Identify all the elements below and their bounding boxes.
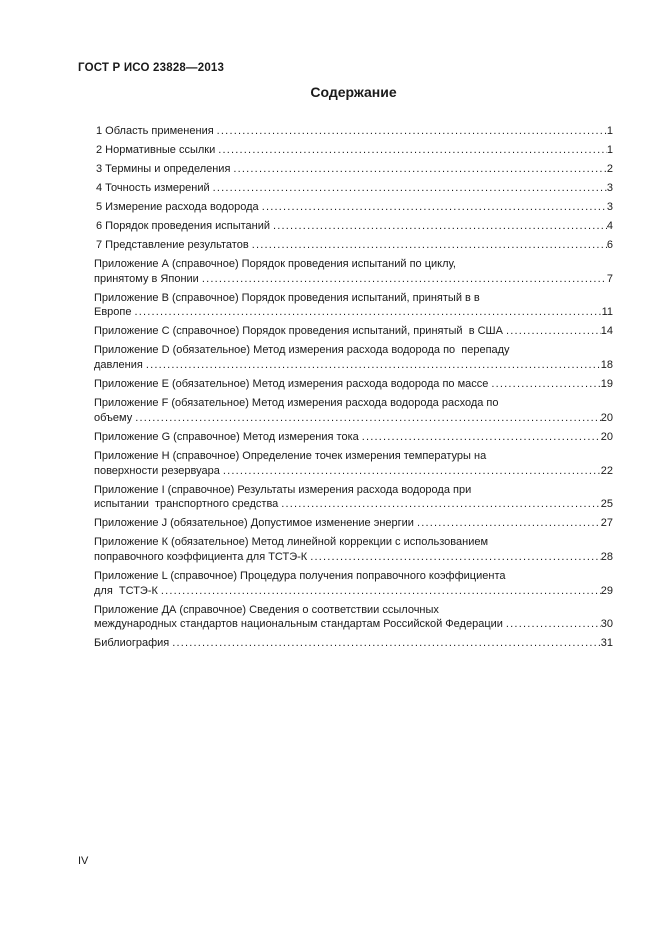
toc-page-number: 3 [606, 182, 613, 194]
dot-leader [506, 617, 601, 632]
toc-entry-text: Приложение I (справочное) Результаты измерения расхода водорода при [94, 483, 472, 496]
toc-entry-text: для ТСТЭ-К [94, 584, 158, 597]
toc-entry-line [94, 291, 613, 306]
toc-entry-text: 6 Порядок проведения испытаний [96, 220, 271, 232]
toc-entry-text: испытании транспортного средства [94, 498, 279, 511]
toc-entry-text: Приложение С (справочное) Порядок проведения испытаний, принятый в США [94, 325, 503, 338]
dot-leader [273, 219, 607, 234]
dot-leader [491, 377, 600, 392]
toc-entry-text: 7 Представление результатов [96, 239, 249, 251]
dot-leader [252, 238, 607, 253]
toc-entry [94, 449, 613, 478]
toc-entry [94, 200, 613, 215]
dot-leader [223, 464, 601, 479]
dot-leader [172, 636, 601, 651]
toc-entry-text: Приложение D (обязательное) Метод измерения расхода водорода по перепаду [94, 344, 510, 357]
toc-entry-text: Приложение F (обязательное) Метод измерения расхода водорода расхода по [94, 397, 499, 410]
toc-entry-text: 1 Область применения [96, 125, 214, 137]
toc-entry-line [96, 124, 613, 139]
dot-leader [310, 550, 601, 565]
toc-entry-text: Библиография [94, 637, 170, 650]
toc-entry-line [94, 636, 613, 651]
toc-entry [94, 238, 613, 253]
toc-entry-text: Приложение К (обязательное) Метод линейной коррекции с использованием [94, 536, 489, 549]
toc-entry-line [94, 358, 613, 373]
toc-entry-line [96, 219, 613, 234]
toc-entry-line [94, 550, 613, 565]
toc-page-number: 1 [606, 125, 613, 137]
dot-leader [506, 324, 601, 339]
toc-entry-line [94, 603, 613, 618]
toc-entry-line [96, 162, 613, 177]
toc-entry-line [94, 535, 613, 550]
toc-entry-text: 2 Нормативные ссылки [96, 144, 216, 156]
toc-entry-line [94, 464, 613, 479]
toc-entry [94, 181, 613, 196]
toc-entry-text: международных стандартов национальным стандартам Российской Федерации [94, 618, 503, 631]
toc-entry-text: Европе [94, 306, 132, 319]
toc-entry [94, 324, 613, 339]
toc-page-number: 25 [600, 498, 613, 511]
dot-leader [135, 305, 602, 320]
toc-entry [94, 162, 613, 177]
dot-leader [202, 272, 607, 287]
toc-entry [94, 143, 613, 158]
toc-page-number: 30 [600, 618, 613, 631]
toc-entry-text: Приложение ДА (справочное) Сведения о соответствии ссылочных [94, 603, 439, 616]
toc-entry-text: Приложение Е (обязательное) Метод измерения расхода водорода по массе [94, 378, 489, 391]
toc-page-number: 1 [606, 144, 613, 156]
toc-entry-line [94, 324, 613, 339]
toc-entry [94, 569, 613, 598]
toc-page-number: 20 [600, 411, 613, 424]
toc-entry-text: объему [94, 411, 133, 424]
toc-page-number: 31 [600, 637, 613, 650]
toc-entry [94, 396, 613, 425]
toc-entry [94, 377, 613, 392]
toc-entry-text: Приложение J (обязательное) Допустимое изменение энергии [94, 517, 414, 530]
toc-entry-line [94, 584, 613, 599]
toc-entry-line [94, 257, 613, 272]
toc-entry-line [94, 430, 613, 445]
toc-page-number: 18 [600, 359, 613, 372]
toc-entry-line [94, 516, 613, 531]
toc-page-number: 4 [606, 220, 613, 232]
toc-entry [94, 535, 613, 564]
toc-page-number: 29 [600, 584, 613, 597]
toc-entry-text: давления [94, 359, 143, 372]
toc-entry-line [94, 411, 613, 426]
toc-entry-text: 5 Измерение расхода водорода [96, 201, 259, 213]
toc-page-number: 20 [600, 430, 613, 443]
standard-designation: ГОСТ Р ИСО 23828—2013 [78, 62, 225, 74]
toc-entry [94, 636, 613, 651]
page-number: IV [78, 855, 89, 867]
toc-page-number: 11 [601, 306, 613, 319]
toc-entry-line [94, 569, 613, 584]
dot-leader [218, 143, 607, 158]
toc-entry [94, 430, 613, 445]
toc-entry-text: 3 Термины и определения [96, 163, 231, 175]
toc-page-number: 14 [600, 325, 613, 338]
dot-leader [146, 358, 601, 373]
toc-entry [94, 124, 613, 139]
toc-entry-text: Приложение G (справочное) Метод измерения тока [94, 430, 359, 443]
toc-entry [94, 257, 613, 286]
toc-entry-line [94, 483, 613, 498]
toc-entry-text: Приложение А (справочное) Порядок проведения испытаний по циклу, [94, 258, 456, 270]
dot-leader [161, 584, 601, 599]
toc-entry-line [94, 377, 613, 392]
toc-entry-text: Приложение L (справочное) Процедура получения поправочного коэффициента [94, 569, 506, 582]
toc-entry-text: Приложение В (справочное) Порядок проведения испытаний, принятый в в [94, 291, 480, 304]
toc-entry [94, 219, 613, 234]
toc-entry-text: принятому в Японии [94, 272, 199, 285]
dot-leader [217, 124, 607, 139]
toc-entry-line [96, 181, 613, 196]
toc-entry-text: Приложение Н (справочное) Определение точек измерения температуры на [94, 449, 487, 462]
toc-entry-line [96, 143, 613, 158]
toc-entry-line [94, 497, 613, 512]
dot-leader [262, 200, 607, 215]
toc-page-number: 22 [600, 464, 613, 477]
toc-entry-line [94, 305, 613, 320]
toc-entry-line [94, 617, 613, 632]
dot-leader [213, 181, 607, 196]
toc-entry-line [94, 343, 613, 358]
dot-leader [233, 162, 606, 177]
toc-entry-line [96, 200, 613, 215]
table-of-contents [94, 124, 613, 655]
toc-title: Содержание [310, 84, 397, 100]
toc-page-number: 6 [606, 239, 613, 251]
toc-page-number: 28 [600, 550, 613, 563]
toc-entry-line [94, 396, 613, 411]
toc-page-number: 3 [606, 201, 613, 213]
toc-entry [94, 603, 613, 632]
dot-leader [135, 411, 601, 426]
toc-entry [94, 516, 613, 531]
dot-leader [417, 516, 601, 531]
toc-page-number: 19 [600, 378, 613, 391]
toc-entry [94, 483, 613, 512]
toc-entry-line [94, 449, 613, 464]
toc-page-number: 27 [600, 517, 613, 530]
toc-entry-line [96, 238, 613, 253]
dot-leader [281, 497, 600, 512]
toc-entry-text: поверхности резервуара [94, 464, 220, 477]
toc-page-number: 7 [606, 272, 613, 285]
toc-entry-text: поправочного коэффициента для ТСТЭ-К [94, 550, 308, 563]
toc-entry [94, 343, 613, 372]
toc-entry [94, 291, 613, 320]
toc-page-number: 2 [606, 163, 613, 175]
toc-entry-line [94, 272, 613, 287]
dot-leader [362, 430, 601, 445]
toc-entry-text: 4 Точность измерений [96, 182, 210, 194]
